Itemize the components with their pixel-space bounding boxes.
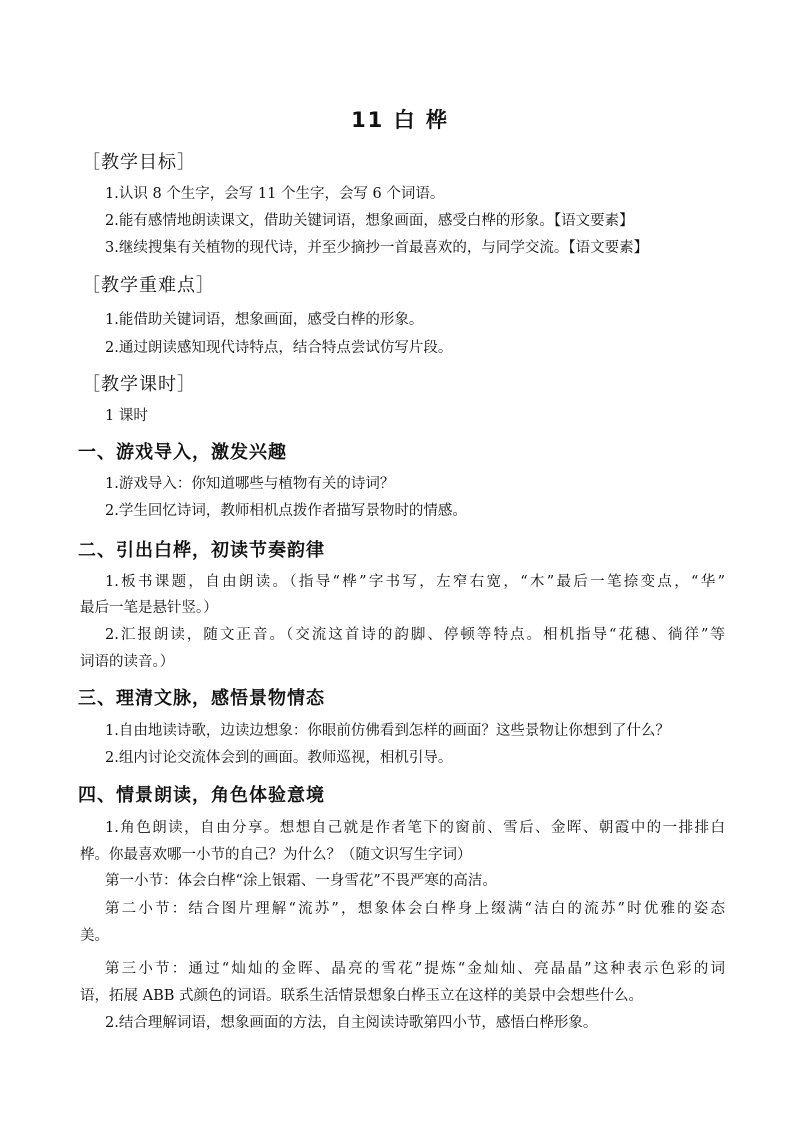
key-point-item: 2.通过朗读感知现代诗特点，结合特点尝试仿写片段。 bbox=[105, 340, 453, 356]
section1-item: 2.学生回忆诗词，教师相机点拨作者描写景物时的情感。 bbox=[105, 503, 467, 519]
document-title: 11 白 桦 bbox=[351, 108, 449, 132]
section4-paragraph-1-line-2: 桦。你最喜欢哪一小节的自己？为什么？（随文识写生字词） bbox=[80, 847, 472, 863]
objective-item: 1.认识 8 个生字，会写 11 个生字，会写 6 个词语。 bbox=[105, 186, 445, 202]
section2-paragraph-2-line-1: 2.汇报朗读，随文正音。（交流这首诗的韵脚、停顿等特点。相机指导“花穗、徜徉”等 bbox=[105, 627, 725, 643]
section4-stanza-2-line-2: 美。 bbox=[80, 928, 109, 944]
section2-paragraph-1-line-2: 最后一笔是悬针竖。） bbox=[80, 600, 218, 616]
periods-value: 1 课时 bbox=[105, 408, 148, 424]
section4-stanza-3-line-1: 第三小节：通过“灿灿的金晖、晶亮的雪花”提炼“金灿灿、亮晶晶”这种表示色彩的词 bbox=[105, 961, 725, 977]
section-heading-1: 一、游戏导入，激发兴趣 bbox=[78, 442, 287, 463]
section4-stanza-3-line-2: 语，拓展 ABB 式颜色的词语。联系生活情景想象白桦玉立在这样的美景中会想些什么。 bbox=[80, 988, 643, 1004]
section-heading-2: 二、引出白桦，初读节奏韵律 bbox=[78, 540, 325, 561]
section-heading-3: 三、理清文脉，感悟景物情态 bbox=[78, 688, 325, 709]
section-heading-4: 四、情景朗读，角色体验意境 bbox=[78, 785, 325, 806]
objective-item: 3.继续搜集有关植物的现代诗，并至少摘抄一首最喜欢的，与同学交流。【语文要素】 bbox=[105, 240, 649, 256]
objective-item: 2.能有感情地朗读课文，借助关键词语，想象画面，感受白桦的形象。【语文要素】 bbox=[105, 213, 634, 229]
periods-heading: ［教学课时］ bbox=[82, 374, 196, 395]
section4-stanza-1: 第一小节：体会白桦“涂上银霜、一身雪花”不畏严寒的高洁。 bbox=[105, 873, 497, 889]
key-points-heading: ［教学重难点］ bbox=[82, 275, 215, 296]
section4-paragraph-2: 2.结合理解词语，想象画面的方法，自主阅读诗歌第四小节，感悟白桦形象。 bbox=[105, 1015, 598, 1031]
objectives-heading: ［教学目标］ bbox=[82, 152, 196, 173]
section1-item: 1.游戏导入：你知道哪些与植物有关的诗词？ bbox=[105, 476, 395, 492]
section4-stanza-2-line-1: 第二小节：结合图片理解“流苏”，想象体会白桦身上缀满“洁白的流苏”时优雅的姿态 bbox=[105, 901, 725, 917]
section2-paragraph-2-line-2: 词语的读音。） bbox=[80, 654, 175, 670]
section2-paragraph-1-line-1: 1.板书课题，自由朗读。（指导“桦”字书写，左窄右宽，“木”最后一笔捺变点，“华” bbox=[105, 574, 725, 590]
section4-paragraph-1-line-1: 1.角色朗读，自由分享。想想自己就是作者笔下的窗前、雪后、金晖、朝霞中的一排排白 bbox=[105, 820, 725, 836]
key-point-item: 1.能借助关键词语，想象画面，感受白桦的形象。 bbox=[105, 312, 424, 328]
section3-item: 2.组内讨论交流体会到的画面。教师巡视，相机引导。 bbox=[105, 750, 453, 766]
section3-item: 1.自由地读诗歌，边读边想象：你眼前仿佛看到怎样的画面？这些景物让你想到了什么？ bbox=[105, 723, 670, 739]
